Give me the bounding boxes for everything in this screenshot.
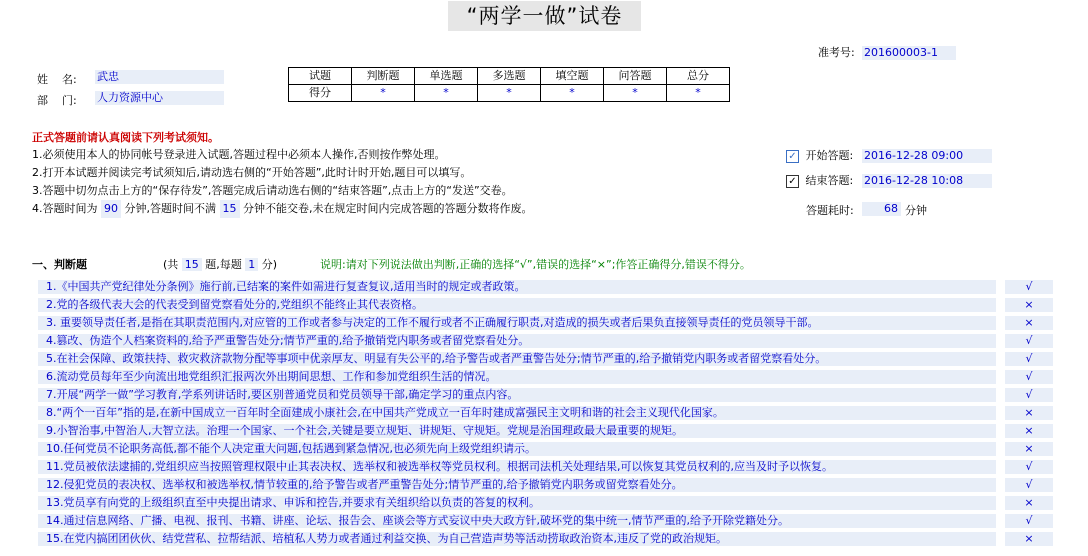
elapsed-value: 68 <box>862 202 901 216</box>
name-label: 姓 名: <box>37 73 77 86</box>
score-value-cell: * <box>541 85 604 102</box>
end-checkbox[interactable]: ✓ <box>786 175 799 188</box>
section-title: 一、判断题 <box>32 258 87 271</box>
answer-select[interactable]: √ <box>1005 478 1053 492</box>
score-header-cell: 单选题 <box>415 68 478 85</box>
score-value-row <box>289 85 730 102</box>
exam-title: “两学一做”试卷 <box>448 1 641 31</box>
start-time-field: 2016-12-28 09:00 <box>862 149 992 163</box>
question-row <box>38 334 1058 351</box>
question-text: 1.《中国共产党纪律处分条例》施行前,已结案的案件如需进行复查复议,适用当时的规定或者政策。 <box>38 280 996 294</box>
score-header-cell: 多选题 <box>478 68 541 85</box>
question-text: 11.党员被依法逮捕的,党组织应当按照管理权限中止其表决权、选举权和被选举权等党员权利。根据司法机关处理结果,可以恢复其党员权利的,应当及时予以恢复。 <box>38 460 996 474</box>
question-text: 7.开展“两学一做”学习教育,学系列讲话时,要区别普通党员和党员领导干部,确定学习的重点内容。 <box>38 388 996 402</box>
section-question-count: 15 <box>182 258 202 271</box>
section-count-a: (共 <box>163 258 179 271</box>
answer-select[interactable]: √ <box>1005 334 1053 348</box>
answer-select[interactable]: × <box>1005 298 1053 312</box>
question-text: 3. 重要领导责任者,是指在其职责范围内,对应管的工作或者参与决定的工作不履行或者不正确履行职责,对造成的损失或者后果负直接领导责任的党员领导干部。 <box>38 316 996 330</box>
question-text: 2.党的各级代表大会的代表受到留党察看处分的,党组织不能终止其代表资格。 <box>38 298 996 312</box>
end-time-field: 2016-12-28 10:08 <box>862 174 992 188</box>
score-value-cell: * <box>478 85 541 102</box>
question-text: 5.在社会保障、政策扶持、救灾救济款物分配等事项中优亲厚友、明显有失公平的,给予警告或者严重警告处分;情节严重的,给予撤销党内职务或者留党察看处分。 <box>38 352 996 366</box>
answer-select[interactable]: √ <box>1005 352 1053 366</box>
score-value-cell: * <box>415 85 478 102</box>
score-value-cell: * <box>667 85 730 102</box>
answer-select[interactable]: √ <box>1005 514 1053 528</box>
score-header-cell: 总分 <box>667 68 730 85</box>
notice-line-4-part-c: 分钟不能交卷,未在规定时间内完成答题的答题分数将作废。 <box>243 202 533 215</box>
notice-line-1: 1.必须使用本人的协同帐号登录进入试题,答题过程中必须本人操作,否则按作弊处理。 <box>32 148 446 161</box>
question-text: 6.流动党员每年至少向流出地党组织汇报两次外出期间思想、工作和参加党组织生活的情况。 <box>38 370 996 384</box>
section-count <box>163 256 277 272</box>
question-row <box>38 532 1058 549</box>
question-text: 12.侵犯党员的表决权、选举权和被选举权,情节较重的,给予警告或者严重警告处分;情节严重的,给予撤销党内职务或留党察看处分。 <box>38 478 996 492</box>
question-row <box>38 478 1058 495</box>
question-row <box>38 298 1058 315</box>
question-row <box>38 316 1058 333</box>
score-table <box>288 67 730 102</box>
score-value-cell: * <box>604 85 667 102</box>
score-value-cell: * <box>352 85 415 102</box>
question-row <box>38 388 1058 405</box>
exam-no-label: 准考号: <box>818 46 855 59</box>
question-text: 14.通过信息网络、广播、电视、报刊、书籍、讲座、论坛、报告会、座谈会等方式妄议中央大政方针,破坏党的集中统一,情节严重的,给予开除党籍处分。 <box>38 514 996 528</box>
question-row <box>38 370 1058 387</box>
question-text: 8.“两个一百年”指的是,在新中国成立一百年时全面建成小康社会,在中国共产党成立一百年时建成富强民主文明和谐的社会主义现代化国家。 <box>38 406 996 420</box>
score-header-cell: 问答题 <box>604 68 667 85</box>
answer-select[interactable]: √ <box>1005 280 1053 294</box>
elapsed-label: 答题耗时: <box>806 204 854 217</box>
answer-select[interactable]: × <box>1005 424 1053 438</box>
start-label: 开始答题: <box>805 149 854 162</box>
min-minutes: 15 <box>220 200 240 218</box>
question-text: 15.在党内搞团团伙伙、结党营私、拉帮结派、培植私人势力或者通过利益交换、为自己营造声势等活动捞取政治资本,违反了党的政治规矩。 <box>38 532 996 546</box>
notice-heading: 正式答题前请认真阅读下列考试须知。 <box>32 131 219 144</box>
score-header-cell: 填空题 <box>541 68 604 85</box>
end-row <box>786 173 853 189</box>
score-header-cell: 判断题 <box>352 68 415 85</box>
start-row <box>786 148 853 164</box>
notice-line-4-part-b: 分钟,答题时间不满 <box>124 202 216 215</box>
question-row <box>38 496 1058 513</box>
notice-line-2: 2.打开本试题并阅读完考试须知后,请动选右侧的“开始答题”,此时计时开始,题目可以填写。 <box>32 166 472 179</box>
question-row <box>38 352 1058 369</box>
question-row <box>38 280 1058 297</box>
question-text: 4.篡改、伪造个人档案资料的,给予严重警告处分;情节严重的,给予撤销党内职务或者留党察看处分。 <box>38 334 996 348</box>
answer-select[interactable]: × <box>1005 532 1053 546</box>
answer-select[interactable]: √ <box>1005 388 1053 402</box>
dept-field[interactable]: 人力资源中心 <box>95 91 224 105</box>
answer-select[interactable]: × <box>1005 406 1053 420</box>
notice-line-4-part-a: 4.答题时间为 <box>32 202 98 215</box>
elapsed-unit: 分钟 <box>905 204 927 217</box>
start-checkbox[interactable]: ✓ <box>786 150 799 163</box>
question-row <box>38 460 1058 477</box>
score-header-row <box>289 68 730 85</box>
answer-select[interactable]: √ <box>1005 460 1053 474</box>
question-text: 10.任何党员不论职务高低,都不能个人决定重大问题,包括遇到紧急情况,也必须先向上级党组织请示。 <box>38 442 996 456</box>
score-row-label: 得分 <box>289 85 352 102</box>
dept-label: 部 门: <box>37 94 77 107</box>
question-row <box>38 406 1058 423</box>
notice-line-3: 3.答题中切勿点击上方的“保存待发”,答题完成后请动选右侧的“结束答题”,点击上方的“发送”交卷。 <box>32 184 513 197</box>
score-header-cell: 试题 <box>289 68 352 85</box>
question-text: 13.党员享有向党的上级组织直至中央提出请求、申诉和控告,并要求有关组织给以负责的答复的权利。 <box>38 496 996 510</box>
question-text: 9.小智治事,中智治人,大智立法。治理一个国家、一个社会,关键是要立规矩、讲规矩、守规矩。党规是治国理政最大最重要的规矩。 <box>38 424 996 438</box>
question-row <box>38 514 1058 531</box>
name-field[interactable]: 武忠 <box>95 70 224 84</box>
answer-select[interactable]: √ <box>1005 370 1053 384</box>
exam-minutes: 90 <box>101 200 121 218</box>
section-count-b: 题,每题 <box>205 258 242 271</box>
question-row <box>38 442 1058 459</box>
notice-line-4 <box>32 200 533 218</box>
section-instructions: 说明:请对下列说法做出判断,正确的选择“√”,错误的选择“×”;作答正确得分,错误不得分。 <box>320 258 751 271</box>
section-count-c: 分) <box>261 258 278 271</box>
answer-select[interactable]: × <box>1005 496 1053 510</box>
question-row <box>38 424 1058 441</box>
end-label: 结束答题: <box>805 174 854 187</box>
section-points-each: 1 <box>245 258 258 271</box>
answer-select[interactable]: × <box>1005 442 1053 456</box>
exam-no-field[interactable]: 201600003-1 <box>862 46 956 60</box>
answer-select[interactable]: × <box>1005 316 1053 330</box>
